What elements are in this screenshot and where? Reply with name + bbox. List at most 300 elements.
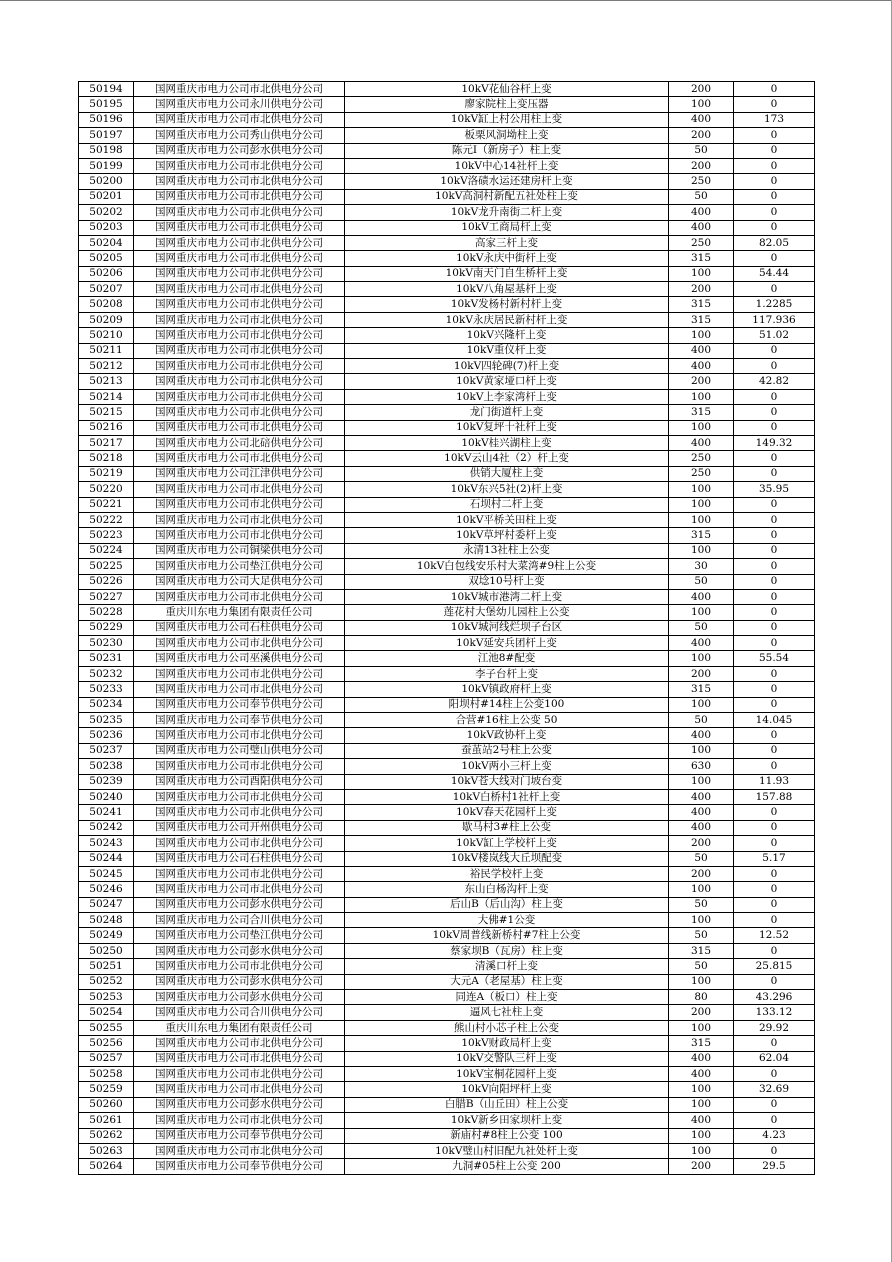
transformer-name-cell: 10kV花仙谷杆上变 [345,82,669,97]
row-id-cell: 50253 [79,990,134,1005]
table-row [79,235,815,250]
capacity-cell: 100 [669,605,734,620]
table-row [79,82,815,97]
transformer-name-cell: 10kV中心14社杆上变 [345,158,669,173]
table-row [79,420,815,435]
company-cell: 国网重庆市电力公司市北供电分公司 [134,189,345,204]
row-id-cell: 50256 [79,1036,134,1051]
table-row [79,482,815,497]
capacity-cell: 400 [669,589,734,604]
company-cell: 国网重庆市电力公司市北供电分公司 [134,405,345,420]
capacity-cell: 250 [669,174,734,189]
row-id-cell: 50251 [79,959,134,974]
company-cell: 国网重庆市电力公司奉节供电分公司 [134,1128,345,1143]
transformer-table [78,81,815,1175]
capacity-cell: 400 [669,435,734,450]
capacity-cell: 200 [669,82,734,97]
transformer-name-cell: 10kV政协杆上变 [345,728,669,743]
transformer-name-cell: 10kV永庆中街杆上变 [345,251,669,266]
row-id-cell: 50202 [79,205,134,220]
company-cell: 重庆川东电力集团有限责任公司 [134,605,345,620]
transformer-name-cell: 莲花村大堡幼儿园柱上公变 [345,605,669,620]
transformer-name-cell: 新庙村#8柱上公变 100 [345,1128,669,1143]
row-id-cell: 50198 [79,143,134,158]
company-cell: 国网重庆市电力公司市北供电分公司 [134,805,345,820]
company-cell: 国网重庆市电力公司市北供电分公司 [134,1036,345,1051]
value-cell: 0 [734,497,815,512]
row-id-cell: 50231 [79,651,134,666]
table-row [79,328,815,343]
company-cell: 国网重庆市电力公司彭水供电分公司 [134,974,345,989]
value-cell: 0 [734,1067,815,1082]
transformer-name-cell: 10kV南天门自生桥杆上变 [345,266,669,281]
capacity-cell: 50 [669,928,734,943]
row-id-cell: 50204 [79,235,134,250]
row-id-cell: 50222 [79,512,134,527]
capacity-cell: 50 [669,713,734,728]
value-cell: 0 [734,405,815,420]
capacity-cell: 400 [669,1067,734,1082]
value-cell: 149.32 [734,435,815,450]
row-id-cell: 50255 [79,1020,134,1035]
company-cell: 国网重庆市电力公司市北供电分公司 [134,1051,345,1066]
capacity-cell: 250 [669,235,734,250]
transformer-name-cell: 10kV桂兴湖柱上变 [345,435,669,450]
value-cell: 14.045 [734,713,815,728]
capacity-cell: 200 [669,666,734,681]
capacity-cell: 100 [669,1082,734,1097]
row-id-cell: 50246 [79,882,134,897]
row-id-cell: 50208 [79,297,134,312]
table-row [79,266,815,281]
capacity-cell: 100 [669,651,734,666]
capacity-cell: 400 [669,220,734,235]
transformer-name-cell: 清溪口杆上变 [345,959,669,974]
row-id-cell: 50243 [79,836,134,851]
table-row [79,666,815,681]
value-cell: 29.92 [734,1020,815,1035]
table-row [79,312,815,327]
table-row [79,774,815,789]
value-cell: 0 [734,143,815,158]
company-cell: 国网重庆市电力公司市北供电分公司 [134,1082,345,1097]
row-id-cell: 50262 [79,1128,134,1143]
transformer-name-cell: 10kV洛碛水运还建房杆上变 [345,174,669,189]
value-cell: 0 [734,974,815,989]
capacity-cell: 400 [669,1051,734,1066]
row-id-cell: 50210 [79,328,134,343]
table-row [79,1036,815,1051]
transformer-name-cell: 熊山村小芯子柱上公变 [345,1020,669,1035]
transformer-name-cell: 10kV八角屋基杆上变 [345,282,669,297]
company-cell: 国网重庆市电力公司市北供电分公司 [134,420,345,435]
capacity-cell: 50 [669,574,734,589]
transformer-name-cell: 高家三杆上变 [345,235,669,250]
company-cell: 国网重庆市电力公司市北供电分公司 [134,666,345,681]
value-cell: 0 [734,128,815,143]
row-id-cell: 50229 [79,620,134,635]
transformer-name-cell: 10kV周普线新桥村#7柱上公变 [345,928,669,943]
capacity-cell: 400 [669,820,734,835]
company-cell: 国网重庆市电力公司永川供电分公司 [134,97,345,112]
transformer-name-cell: 大佛#1公变 [345,913,669,928]
value-cell: 29.5 [734,1159,815,1174]
value-cell: 0 [734,466,815,481]
row-id-cell: 50214 [79,389,134,404]
company-cell: 国网重庆市电力公司璧山供电分公司 [134,743,345,758]
capacity-cell: 100 [669,774,734,789]
value-cell: 0 [734,282,815,297]
row-id-cell: 50228 [79,605,134,620]
row-id-cell: 50216 [79,420,134,435]
value-cell: 4.23 [734,1128,815,1143]
transformer-name-cell: 10kV永庆居民新村杆上变 [345,312,669,327]
value-cell: 0 [734,158,815,173]
table-row [79,1005,815,1020]
table-row [79,651,815,666]
value-cell: 0 [734,620,815,635]
row-id-cell: 50219 [79,466,134,481]
value-cell: 0 [734,389,815,404]
capacity-cell: 100 [669,974,734,989]
company-cell: 国网重庆市电力公司市北供电分公司 [134,682,345,697]
value-cell: 62.04 [734,1051,815,1066]
row-id-cell: 50232 [79,666,134,681]
capacity-cell: 250 [669,466,734,481]
company-cell: 国网重庆市电力公司市北供电分公司 [134,451,345,466]
company-cell: 国网重庆市电力公司铜梁供电分公司 [134,543,345,558]
table-row [79,1020,815,1035]
row-id-cell: 50217 [79,435,134,450]
value-cell: 43.296 [734,990,815,1005]
row-id-cell: 50201 [79,189,134,204]
capacity-cell: 50 [669,959,734,974]
transformer-name-cell: 10kV向阳坪杆上变 [345,1082,669,1097]
capacity-cell: 200 [669,374,734,389]
transformer-name-cell: 同连A（板口）柱上变 [345,990,669,1005]
table-row [79,543,815,558]
table-row [79,805,815,820]
company-cell: 国网重庆市电力公司垫江供电分公司 [134,559,345,574]
transformer-name-cell: 10kV缸上村公用柱上变 [345,112,669,127]
company-cell: 国网重庆市电力公司市北供电分公司 [134,112,345,127]
capacity-cell: 400 [669,789,734,804]
company-cell: 国网重庆市电力公司市北供电分公司 [134,1113,345,1128]
value-cell: 0 [734,512,815,527]
table-row [79,574,815,589]
transformer-name-cell: 大元A（老屋基）柱上变 [345,974,669,989]
row-id-cell: 50252 [79,974,134,989]
value-cell: 0 [734,759,815,774]
value-cell: 0 [734,1097,815,1112]
value-cell: 0 [734,220,815,235]
value-cell: 51.02 [734,328,815,343]
table-row [79,959,815,974]
transformer-name-cell: 10kV缸上学校杆上变 [345,836,669,851]
transformer-name-cell: 石坝村二杆上变 [345,497,669,512]
capacity-cell: 80 [669,990,734,1005]
company-cell: 国网重庆市电力公司市北供电分公司 [134,343,345,358]
table-row [79,1159,815,1174]
company-cell: 国网重庆市电力公司彭水供电分公司 [134,990,345,1005]
table-row [79,205,815,220]
table-row [79,851,815,866]
row-id-cell: 50238 [79,759,134,774]
row-id-cell: 50254 [79,1005,134,1020]
page-top-border [0,0,892,1]
row-id-cell: 50258 [79,1067,134,1082]
capacity-cell: 100 [669,543,734,558]
transformer-name-cell: 10kV上李家湾杆上变 [345,389,669,404]
company-cell: 国网重庆市电力公司大足供电分公司 [134,574,345,589]
value-cell: 0 [734,1113,815,1128]
table-row [79,882,815,897]
transformer-name-cell: 东山白杨沟杆上变 [345,882,669,897]
row-id-cell: 50260 [79,1097,134,1112]
transformer-name-cell: 板栗风洞坳柱上变 [345,128,669,143]
row-id-cell: 50213 [79,374,134,389]
table-row [79,697,815,712]
capacity-cell: 100 [669,97,734,112]
value-cell: 0 [734,943,815,958]
table-row [79,174,815,189]
company-cell: 重庆川东电力集团有限责任公司 [134,1020,345,1035]
row-id-cell: 50221 [79,497,134,512]
table-row [79,1128,815,1143]
company-cell: 国网重庆市电力公司市北供电分公司 [134,759,345,774]
table-row [79,636,815,651]
transformer-name-cell: 10kV新乡田家坝杆上变 [345,1113,669,1128]
table-row [79,405,815,420]
company-cell: 国网重庆市电力公司垫江供电分公司 [134,928,345,943]
transformer-name-cell: 10kV璧山村旧配九社处杆上变 [345,1143,669,1158]
row-id-cell: 50224 [79,543,134,558]
company-cell: 国网重庆市电力公司市北供电分公司 [134,389,345,404]
company-cell: 国网重庆市电力公司巫溪供电分公司 [134,651,345,666]
company-cell: 国网重庆市电力公司市北供电分公司 [134,220,345,235]
table-row [79,836,815,851]
table-row [79,943,815,958]
value-cell: 25.815 [734,959,815,974]
value-cell: 0 [734,866,815,881]
company-cell: 国网重庆市电力公司市北供电分公司 [134,789,345,804]
transformer-name-cell: 蚕茧站2号柱上公变 [345,743,669,758]
company-cell: 国网重庆市电力公司市北供电分公司 [134,482,345,497]
company-cell: 国网重庆市电力公司市北供电分公司 [134,636,345,651]
company-cell: 国网重庆市电力公司市北供电分公司 [134,158,345,173]
capacity-cell: 100 [669,1143,734,1158]
transformer-name-cell: 10kV春天花园杆上变 [345,805,669,820]
transformer-name-cell: 10kV交警队三杆上变 [345,1051,669,1066]
value-cell: 0 [734,605,815,620]
company-cell: 国网重庆市电力公司彭水供电分公司 [134,1097,345,1112]
transformer-name-cell: 10kV工商局杆上变 [345,220,669,235]
table-row [79,897,815,912]
table-row [79,759,815,774]
table-row [79,820,815,835]
table-row [79,97,815,112]
capacity-cell: 200 [669,282,734,297]
row-id-cell: 50223 [79,528,134,543]
capacity-cell: 315 [669,1036,734,1051]
value-cell: 0 [734,697,815,712]
capacity-cell: 100 [669,420,734,435]
table-row [79,297,815,312]
capacity-cell: 100 [669,266,734,281]
transformer-name-cell: 10kV白包线安乐村大菜湾#9柱上公变 [345,559,669,574]
company-cell: 国网重庆市电力公司江津供电分公司 [134,466,345,481]
table-row [79,589,815,604]
company-cell: 国网重庆市电力公司市北供电分公司 [134,205,345,220]
transformer-name-cell: 江池8#配变 [345,651,669,666]
transformer-name-cell: 后山B（后山沟）柱上变 [345,897,669,912]
company-cell: 国网重庆市电力公司市北供电分公司 [134,282,345,297]
company-cell: 国网重庆市电力公司奉节供电分公司 [134,697,345,712]
table-row [79,743,815,758]
transformer-name-cell: 10kV财政局杆上变 [345,1036,669,1051]
value-cell: 0 [734,1036,815,1051]
capacity-cell: 200 [669,1159,734,1174]
transformer-name-cell: 10kV草坪村委杆上变 [345,528,669,543]
value-cell: 0 [734,543,815,558]
company-cell: 国网重庆市电力公司市北供电分公司 [134,1067,345,1082]
transformer-name-cell: 陈元Ⅰ（新房子）柱上变 [345,143,669,158]
table-row [79,1082,815,1097]
transformer-name-cell: 廖家院柱上变压器 [345,97,669,112]
capacity-cell: 100 [669,1128,734,1143]
capacity-cell: 100 [669,743,734,758]
value-cell: 0 [734,205,815,220]
transformer-name-cell: 阳坝村#14柱上公变100 [345,697,669,712]
table-row [79,713,815,728]
transformer-name-cell: 10kV高洞村新配五社处柱上变 [345,189,669,204]
value-cell: 0 [734,82,815,97]
table-row [79,389,815,404]
row-id-cell: 50241 [79,805,134,820]
value-cell: 0 [734,174,815,189]
row-id-cell: 50218 [79,451,134,466]
company-cell: 国网重庆市电力公司市北供电分公司 [134,1143,345,1158]
transformer-name-cell: 10kV城市港湾二杆上变 [345,589,669,604]
transformer-name-cell: 10kV龙升南街二杆上变 [345,205,669,220]
table-row [79,789,815,804]
value-cell: 0 [734,451,815,466]
company-cell: 国网重庆市电力公司市北供电分公司 [134,174,345,189]
table-row [79,728,815,743]
row-id-cell: 50203 [79,220,134,235]
value-cell: 0 [734,897,815,912]
company-cell: 国网重庆市电力公司市北供电分公司 [134,297,345,312]
table-row [79,359,815,374]
value-cell: 0 [734,743,815,758]
transformer-name-cell: 10kV镇政府杆上变 [345,682,669,697]
capacity-cell: 100 [669,913,734,928]
transformer-name-cell: 合营#16柱上公变 50 [345,713,669,728]
row-id-cell: 50233 [79,682,134,697]
capacity-cell: 50 [669,143,734,158]
transformer-name-cell: 10kV楼岚线大丘坝配变 [345,851,669,866]
row-id-cell: 50263 [79,1143,134,1158]
capacity-cell: 200 [669,866,734,881]
transformer-name-cell: 裕民学校杆上变 [345,866,669,881]
capacity-cell: 315 [669,312,734,327]
company-cell: 国网重庆市电力公司市北供电分公司 [134,589,345,604]
value-cell: 0 [734,728,815,743]
company-cell: 国网重庆市电力公司彭水供电分公司 [134,897,345,912]
capacity-cell: 200 [669,1005,734,1020]
capacity-cell: 315 [669,251,734,266]
table-row [79,1051,815,1066]
transformer-name-cell: 10kV云山4社（2）杆上变 [345,451,669,466]
row-id-cell: 50248 [79,913,134,928]
value-cell: 5.17 [734,851,815,866]
value-cell: 0 [734,559,815,574]
value-cell: 0 [734,682,815,697]
company-cell: 国网重庆市电力公司市北供电分公司 [134,251,345,266]
row-id-cell: 50205 [79,251,134,266]
transformer-name-cell: 永清13社柱上公变 [345,543,669,558]
capacity-cell: 100 [669,1020,734,1035]
row-id-cell: 50245 [79,866,134,881]
row-id-cell: 50257 [79,1051,134,1066]
row-id-cell: 50200 [79,174,134,189]
value-cell: 0 [734,820,815,835]
company-cell: 国网重庆市电力公司市北供电分公司 [134,959,345,974]
value-cell: 0 [734,251,815,266]
transformer-name-cell: 双埝10号杆上变 [345,574,669,589]
company-cell: 国网重庆市电力公司合川供电分公司 [134,1005,345,1020]
capacity-cell: 30 [669,559,734,574]
capacity-cell: 100 [669,1097,734,1112]
row-id-cell: 50199 [79,158,134,173]
value-cell: 0 [734,836,815,851]
transformer-name-cell: 白腊B（山丘田）柱上公变 [345,1097,669,1112]
table-body [79,82,815,1175]
table-row [79,512,815,527]
value-cell: 35.95 [734,482,815,497]
row-id-cell: 50259 [79,1082,134,1097]
capacity-cell: 315 [669,943,734,958]
capacity-cell: 400 [669,636,734,651]
table-row [79,866,815,881]
row-id-cell: 50237 [79,743,134,758]
table-row [79,128,815,143]
capacity-cell: 400 [669,205,734,220]
table-row [79,189,815,204]
company-cell: 国网重庆市电力公司市北供电分公司 [134,512,345,527]
company-cell: 国网重庆市电力公司北碚供电分公司 [134,435,345,450]
capacity-cell: 315 [669,405,734,420]
row-id-cell: 50264 [79,1159,134,1174]
value-cell: 11.93 [734,774,815,789]
row-id-cell: 50249 [79,928,134,943]
table-row [79,528,815,543]
company-cell: 国网重庆市电力公司秀山供电分公司 [134,128,345,143]
row-id-cell: 50209 [79,312,134,327]
capacity-cell: 100 [669,697,734,712]
table-row [79,1143,815,1158]
value-cell: 12.52 [734,928,815,943]
row-id-cell: 50206 [79,266,134,281]
company-cell: 国网重庆市电力公司石柱供电分公司 [134,851,345,866]
value-cell: 0 [734,528,815,543]
capacity-cell: 100 [669,328,734,343]
row-id-cell: 50239 [79,774,134,789]
row-id-cell: 50250 [79,943,134,958]
capacity-cell: 400 [669,1113,734,1128]
transformer-name-cell: 10kV复坪十社杆上变 [345,420,669,435]
capacity-cell: 315 [669,528,734,543]
